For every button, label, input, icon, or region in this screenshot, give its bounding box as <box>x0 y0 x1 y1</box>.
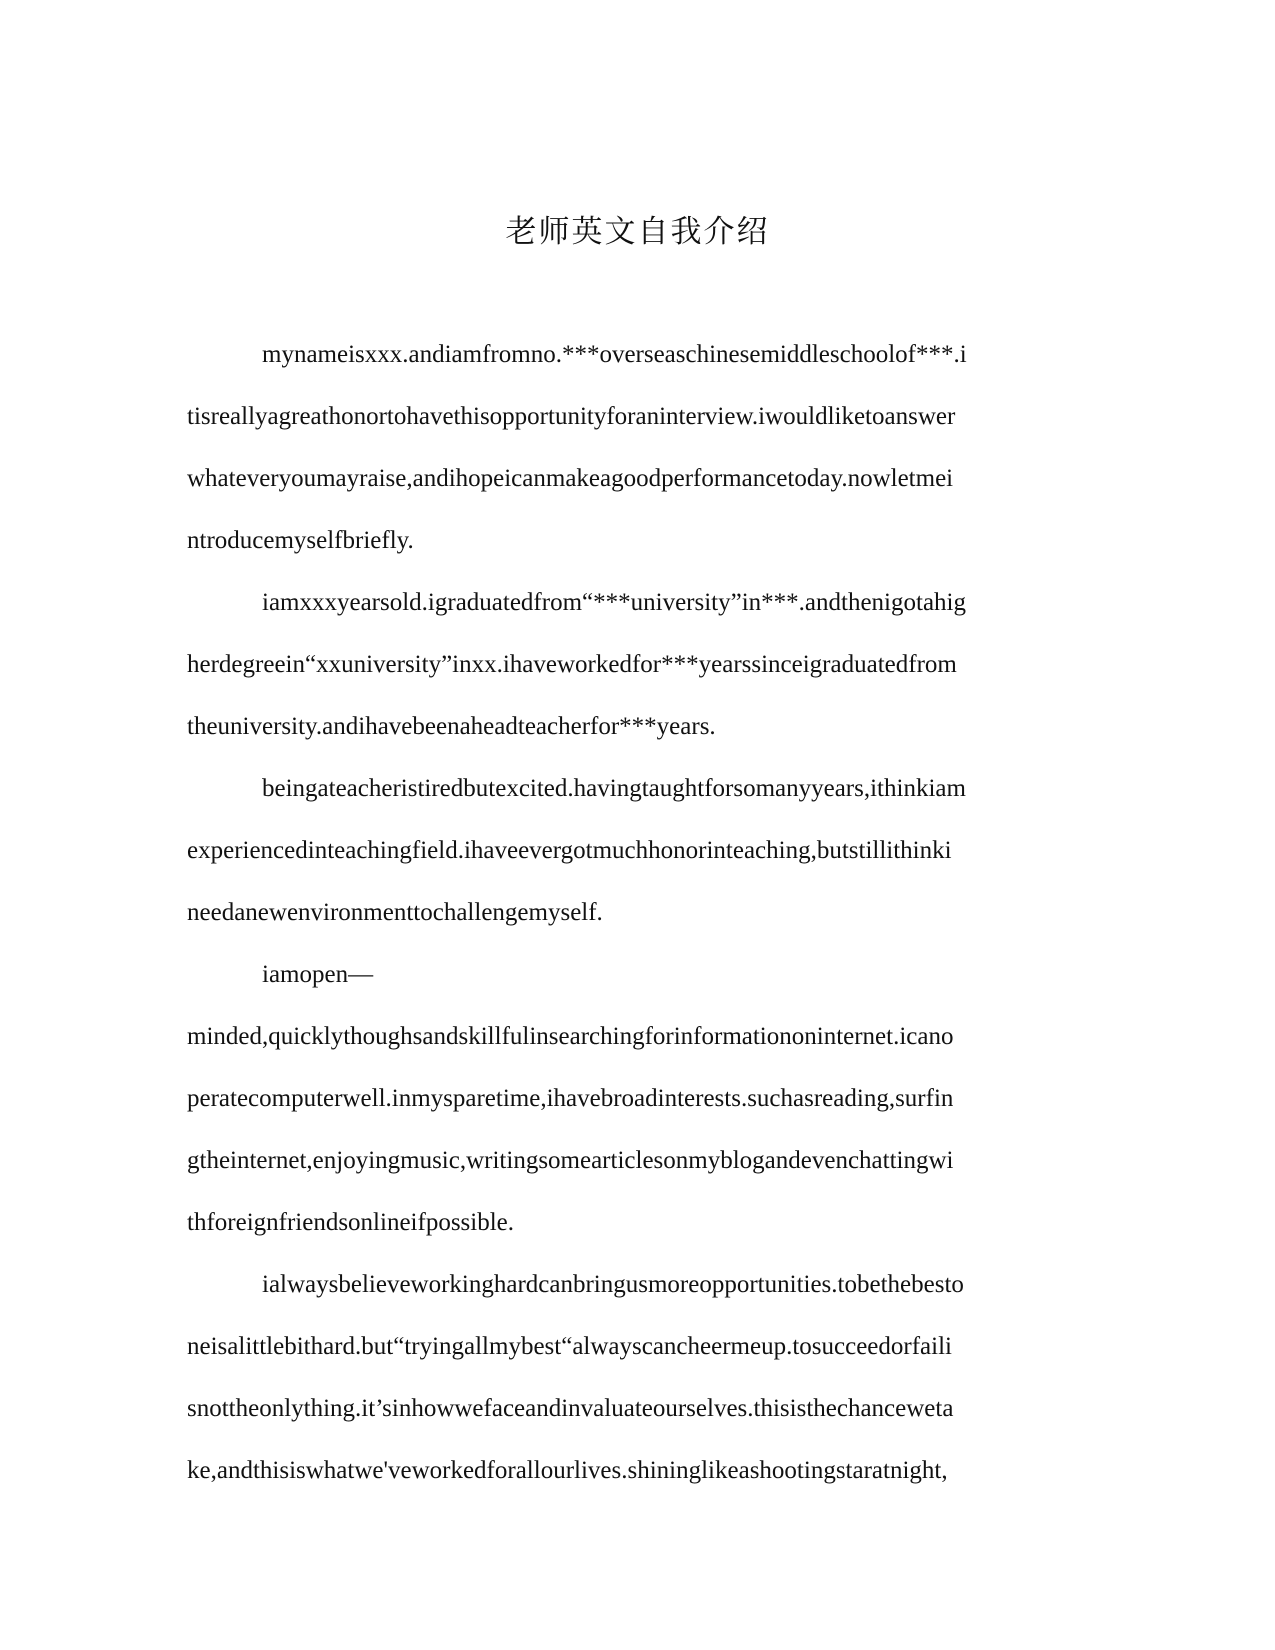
paragraph-4-line-2: minded,quicklythoughsandskillfulinsearchingforinformationoninternet.icano <box>187 1023 954 1050</box>
paragraph-5-line-3: snottheonlything.it’sinhowwefaceandinvaluateourselves.thisisthechanceweta <box>187 1395 954 1422</box>
document-body <box>187 324 1087 1502</box>
paragraph-3-line-2: experiencedinteachingfield.ihaveevergotmuchhonorinteaching,butstillithinki <box>187 837 952 864</box>
paragraph-4-line-1: iamopen— <box>262 961 374 988</box>
paragraph-1-line-2: tisreallyagreathonortohavethisopportunityforaninterview.iwouldliketoanswer <box>187 403 956 430</box>
paragraph-4-line-5: thforeignfriendsonlineifpossible. <box>187 1209 515 1236</box>
paragraph-5-line-4: ke,andthisiswhatwe'veworkedforallourlives.shininglikeashootingstaratnight, <box>187 1457 948 1484</box>
document-title: 老师英文自我介绍 <box>505 214 770 250</box>
paragraph-5-line-1: ialwaysbelieveworkinghardcanbringusmoreopportunities.tobethebesto <box>262 1271 964 1298</box>
paragraph-1-line-4: ntroducemyselfbriefly. <box>187 527 414 554</box>
paragraph-2-line-3: theuniversity.andihavebeenaheadteacherfor***years. <box>187 713 716 740</box>
paragraph-1-line-1: mynameisxxx.andiamfromno.***overseaschinesemiddleschoolof***.i <box>262 341 967 368</box>
paragraph-3-line-1: beingateacheristiredbutexcited.havingtaughtforsomanyyears,ithinkiam <box>262 775 966 802</box>
paragraph-1-line-3: whateveryoumayraise,andihopeicanmakeagoodperformancetoday.nowletmei <box>187 465 954 492</box>
paragraph-5-line-2: neisalittlebithard.but“tryingallmybest“alwayscancheermeup.tosucceedorfaili <box>187 1333 952 1360</box>
paragraph-2-line-2: herdegreein“xxuniversity”inxx.ihaveworkedfor***yearssinceigraduatedfrom <box>187 651 957 678</box>
paragraph-4-line-3: peratecomputerwell.inmysparetime,ihavebroadinterests.suchasreading,surfin <box>187 1085 954 1112</box>
paragraph-2-line-1: iamxxxyearsold.igraduatedfrom“***university”in***.andthenigotahig <box>262 589 966 616</box>
paragraph-3-line-3: needanewenvironmenttochallengemyself. <box>187 899 603 926</box>
paragraph-4-line-4: gtheinternet,enjoyingmusic,writingsomearticlesonmyblogandevenchattingwi <box>187 1147 954 1174</box>
